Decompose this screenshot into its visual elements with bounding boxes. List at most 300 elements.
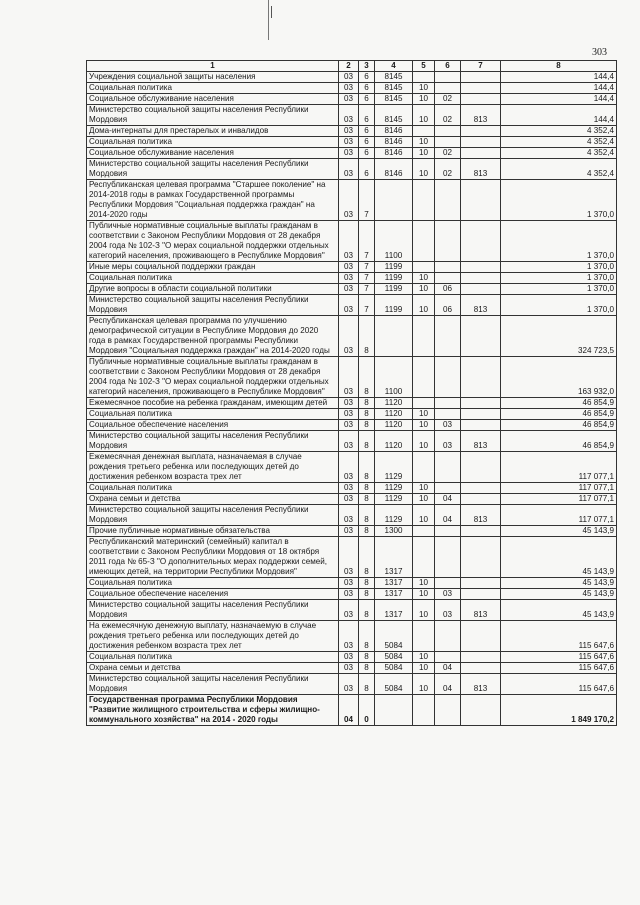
cell-code-4: 8146 [375, 126, 413, 137]
cell-amount: 115 647,6 [501, 663, 617, 674]
cell-code-4: 1199 [375, 262, 413, 273]
cell-code-4: 5084 [375, 652, 413, 663]
cell-code-3: 8 [359, 578, 375, 589]
cell-code-3: 0 [359, 695, 375, 726]
cell-code-6 [435, 695, 461, 726]
table-row [87, 221, 617, 262]
row-name: Министерство социальной защиты населения Республики Мордовия [87, 295, 339, 316]
cell-code-4: 8145 [375, 94, 413, 105]
cell-code-7 [461, 94, 501, 105]
row-name: Социальное обеспечение населения [87, 420, 339, 431]
cell-code-3: 8 [359, 652, 375, 663]
row-name: Республиканская целевая программа "Старшее поколение" на 2014-2018 годы в рамках Государственной программы Республики Мордовия "Социальная поддержка граждан" на 2014-2020 годы [87, 180, 339, 221]
cell-code-3: 6 [359, 159, 375, 180]
cell-amount: 117 077,1 [501, 494, 617, 505]
row-name: Социальное обеспечение населения [87, 589, 339, 600]
cell-amount: 144,4 [501, 72, 617, 83]
cell-amount: 4 352,4 [501, 137, 617, 148]
cell-amount: 1 370,0 [501, 221, 617, 262]
cell-code-2: 03 [339, 674, 359, 695]
cell-code-4: 1317 [375, 578, 413, 589]
cell-code-2: 03 [339, 494, 359, 505]
table-row [87, 83, 617, 94]
table-row [87, 180, 617, 221]
table-row [87, 578, 617, 589]
table-row [87, 284, 617, 295]
cell-code-3: 8 [359, 674, 375, 695]
cell-code-3: 8 [359, 589, 375, 600]
cell-amount: 1 849 170,2 [501, 695, 617, 726]
cell-code-7: 813 [461, 295, 501, 316]
cell-code-3: 6 [359, 83, 375, 94]
cell-code-3: 7 [359, 221, 375, 262]
table-row [87, 537, 617, 578]
cell-code-4: 8146 [375, 137, 413, 148]
row-name: Социальная политика [87, 83, 339, 94]
cell-code-7 [461, 180, 501, 221]
cell-code-4: 1199 [375, 284, 413, 295]
cell-amount: 144,4 [501, 83, 617, 94]
cell-code-6 [435, 452, 461, 483]
cell-code-3: 6 [359, 105, 375, 126]
row-name: Министерство социальной защиты населения Республики Мордовия [87, 105, 339, 126]
cell-code-3: 8 [359, 398, 375, 409]
cell-code-2: 03 [339, 483, 359, 494]
cell-code-7 [461, 695, 501, 726]
cell-code-5: 10 [413, 420, 435, 431]
cell-code-7 [461, 663, 501, 674]
binding-mark-detail [271, 6, 272, 18]
cell-code-7 [461, 262, 501, 273]
cell-code-6 [435, 221, 461, 262]
table-row [87, 652, 617, 663]
cell-code-4: 8145 [375, 105, 413, 126]
cell-code-7 [461, 621, 501, 652]
cell-amount: 45 143,9 [501, 526, 617, 537]
cell-code-2: 03 [339, 262, 359, 273]
cell-code-6 [435, 316, 461, 357]
cell-code-5: 10 [413, 431, 435, 452]
cell-code-4: 1317 [375, 600, 413, 621]
cell-code-6 [435, 357, 461, 398]
cell-code-2: 03 [339, 221, 359, 262]
cell-code-4: 1100 [375, 357, 413, 398]
cell-code-2: 03 [339, 652, 359, 663]
table-row [87, 589, 617, 600]
cell-code-3: 8 [359, 494, 375, 505]
cell-amount: 45 143,9 [501, 537, 617, 578]
cell-code-6: 02 [435, 94, 461, 105]
cell-code-6 [435, 137, 461, 148]
cell-code-2: 03 [339, 83, 359, 94]
cell-code-7 [461, 126, 501, 137]
table-row [87, 621, 617, 652]
cell-amount: 115 647,6 [501, 621, 617, 652]
cell-code-3: 6 [359, 94, 375, 105]
row-name: Министерство социальной защиты населения Республики Мордовия [87, 159, 339, 180]
cell-code-3: 8 [359, 452, 375, 483]
row-name: Иные меры социальной поддержки граждан [87, 262, 339, 273]
cell-code-3: 8 [359, 621, 375, 652]
column-header: 1 [87, 61, 339, 72]
cell-code-6 [435, 526, 461, 537]
cell-amount: 117 077,1 [501, 452, 617, 483]
row-name: Социальная политика [87, 483, 339, 494]
cell-code-5: 10 [413, 295, 435, 316]
row-name: Дома-интернаты для престарелых и инвалидов [87, 126, 339, 137]
cell-code-2: 03 [339, 663, 359, 674]
cell-code-4 [375, 180, 413, 221]
row-name: На ежемесячную денежную выплату, назначаемую в случае рождения третьего ребенка или последующих детей до достижения ребенком возраста трех лет [87, 621, 339, 652]
table-row [87, 431, 617, 452]
cell-code-7 [461, 420, 501, 431]
cell-amount: 1 370,0 [501, 273, 617, 284]
cell-code-3: 7 [359, 295, 375, 316]
cell-code-2: 04 [339, 695, 359, 726]
cell-code-5: 10 [413, 652, 435, 663]
cell-code-6 [435, 273, 461, 284]
cell-code-6: 04 [435, 505, 461, 526]
cell-code-2: 03 [339, 180, 359, 221]
cell-code-6 [435, 578, 461, 589]
cell-code-5 [413, 221, 435, 262]
table-row [87, 94, 617, 105]
cell-code-2: 03 [339, 420, 359, 431]
row-name: Ежемесячное пособие на ребенка гражданам, имеющим детей [87, 398, 339, 409]
cell-code-7 [461, 494, 501, 505]
cell-code-5 [413, 357, 435, 398]
cell-code-3: 6 [359, 126, 375, 137]
cell-amount: 45 143,9 [501, 600, 617, 621]
cell-amount: 4 352,4 [501, 148, 617, 159]
cell-code-7: 813 [461, 105, 501, 126]
table-row [87, 105, 617, 126]
cell-code-2: 03 [339, 431, 359, 452]
row-name: Республиканская целевая программа по улучшению демографической ситуации в Республике Мордовия до 2020 года в рамках Государственной программы Республики Мордовия "Социальная поддержка граждан" на 2014-2020 годы [87, 316, 339, 357]
cell-code-6 [435, 262, 461, 273]
cell-code-3: 8 [359, 505, 375, 526]
cell-code-2: 03 [339, 105, 359, 126]
cell-code-5: 10 [413, 273, 435, 284]
table-row [87, 674, 617, 695]
cell-amount: 4 352,4 [501, 159, 617, 180]
cell-code-6: 03 [435, 600, 461, 621]
cell-code-2: 03 [339, 72, 359, 83]
cell-code-2: 03 [339, 578, 359, 589]
cell-code-6 [435, 652, 461, 663]
cell-code-7 [461, 526, 501, 537]
row-name: Министерство социальной защиты населения Республики Мордовия [87, 600, 339, 621]
cell-code-5 [413, 398, 435, 409]
cell-code-7 [461, 357, 501, 398]
table-row [87, 695, 617, 726]
cell-code-6 [435, 409, 461, 420]
cell-code-5: 10 [413, 94, 435, 105]
cell-amount: 115 647,6 [501, 652, 617, 663]
table-row [87, 505, 617, 526]
cell-code-6: 04 [435, 674, 461, 695]
cell-code-2: 03 [339, 505, 359, 526]
cell-code-3: 8 [359, 600, 375, 621]
cell-code-7 [461, 137, 501, 148]
table-row [87, 663, 617, 674]
cell-code-4 [375, 316, 413, 357]
cell-code-4: 1317 [375, 589, 413, 600]
table-row [87, 483, 617, 494]
table-row [87, 398, 617, 409]
cell-code-6 [435, 483, 461, 494]
cell-code-5: 10 [413, 674, 435, 695]
column-header: 2 [339, 61, 359, 72]
cell-code-2: 03 [339, 409, 359, 420]
cell-code-5 [413, 262, 435, 273]
cell-code-6: 03 [435, 420, 461, 431]
row-name: Социальное обслуживание населения [87, 148, 339, 159]
cell-code-3: 8 [359, 483, 375, 494]
column-header: 3 [359, 61, 375, 72]
cell-code-5 [413, 316, 435, 357]
table-row [87, 262, 617, 273]
row-name: Прочие публичные нормативные обязательства [87, 526, 339, 537]
cell-code-2: 03 [339, 526, 359, 537]
row-name: Социальная политика [87, 652, 339, 663]
cell-code-6 [435, 621, 461, 652]
table-row [87, 295, 617, 316]
cell-code-4: 1317 [375, 537, 413, 578]
cell-code-3: 8 [359, 526, 375, 537]
cell-code-6 [435, 398, 461, 409]
cell-code-2: 03 [339, 621, 359, 652]
cell-code-3: 7 [359, 262, 375, 273]
cell-code-3: 6 [359, 137, 375, 148]
cell-code-5 [413, 621, 435, 652]
cell-code-7 [461, 72, 501, 83]
cell-code-5: 10 [413, 494, 435, 505]
cell-code-5: 10 [413, 578, 435, 589]
cell-amount: 4 352,4 [501, 126, 617, 137]
cell-code-5: 10 [413, 483, 435, 494]
cell-code-5 [413, 72, 435, 83]
budget-table [86, 60, 617, 726]
cell-code-3: 8 [359, 663, 375, 674]
table-row [87, 452, 617, 483]
cell-code-2: 03 [339, 398, 359, 409]
row-name: Публичные нормативные социальные выплаты гражданам в соответствии с Законом Республики Мордовия от 28 декабря 2004 года № 102-З "О мерах социальной поддержки отдельных категорий населения, проживающего в Республике Мордовия" [87, 221, 339, 262]
page-number: 303 [592, 47, 607, 58]
cell-amount: 1 370,0 [501, 180, 617, 221]
row-name: Публичные нормативные социальные выплаты гражданам в соответствии с Законом Республики Мордовия от 28 декабря 2004 года № 102-З "О мерах социальной поддержки отдельных категорий населения, проживающего в Республике Мордовия" [87, 357, 339, 398]
cell-code-2: 03 [339, 126, 359, 137]
row-name: Социальная политика [87, 409, 339, 420]
cell-code-5: 10 [413, 600, 435, 621]
cell-code-4: 5084 [375, 663, 413, 674]
cell-code-5: 10 [413, 284, 435, 295]
cell-code-3: 7 [359, 273, 375, 284]
cell-code-5: 10 [413, 589, 435, 600]
cell-code-5: 10 [413, 137, 435, 148]
row-name: Министерство социальной защиты населения Республики Мордовия [87, 505, 339, 526]
row-name: Охрана семьи и детства [87, 494, 339, 505]
column-header: 4 [375, 61, 413, 72]
cell-code-7 [461, 398, 501, 409]
cell-code-4: 5084 [375, 621, 413, 652]
cell-code-4: 8146 [375, 148, 413, 159]
row-name: Республиканский материнский (семейный) капитал в соответствии с Законом Республики Мордовия от 18 октября 2011 года № 65-З "О дополнительных мерах поддержки семей, имеющих детей, на территории Республики Мордовия" [87, 537, 339, 578]
cell-code-4 [375, 695, 413, 726]
cell-code-3: 8 [359, 357, 375, 398]
cell-code-6: 04 [435, 663, 461, 674]
cell-code-7 [461, 273, 501, 284]
cell-code-2: 03 [339, 284, 359, 295]
cell-amount: 46 854,9 [501, 398, 617, 409]
cell-code-6 [435, 126, 461, 137]
cell-code-7 [461, 589, 501, 600]
cell-amount: 1 370,0 [501, 295, 617, 316]
cell-code-7 [461, 284, 501, 295]
cell-code-7 [461, 148, 501, 159]
cell-code-6 [435, 180, 461, 221]
cell-code-6: 02 [435, 159, 461, 180]
table-row [87, 357, 617, 398]
row-name: Социальная политика [87, 137, 339, 148]
cell-code-6 [435, 72, 461, 83]
cell-code-5 [413, 126, 435, 137]
cell-code-6 [435, 537, 461, 578]
cell-code-3: 8 [359, 537, 375, 578]
cell-code-6: 06 [435, 284, 461, 295]
table-row [87, 316, 617, 357]
cell-code-5 [413, 452, 435, 483]
cell-code-3: 6 [359, 148, 375, 159]
table-header-row [87, 61, 617, 72]
column-header: 7 [461, 61, 501, 72]
row-name: Социальное обслуживание населения [87, 94, 339, 105]
cell-amount: 1 370,0 [501, 262, 617, 273]
cell-code-7 [461, 578, 501, 589]
cell-code-3: 8 [359, 409, 375, 420]
cell-code-5 [413, 180, 435, 221]
cell-code-2: 03 [339, 357, 359, 398]
table-row [87, 159, 617, 180]
row-name: Министерство социальной защиты населения Республики Мордовия [87, 674, 339, 695]
cell-code-5 [413, 526, 435, 537]
cell-code-4: 5084 [375, 674, 413, 695]
cell-code-5: 10 [413, 159, 435, 180]
cell-code-4: 1129 [375, 452, 413, 483]
cell-code-4: 1199 [375, 295, 413, 316]
cell-code-2: 03 [339, 589, 359, 600]
cell-code-5: 10 [413, 409, 435, 420]
cell-code-4: 8146 [375, 159, 413, 180]
cell-code-2: 03 [339, 137, 359, 148]
cell-code-4: 1120 [375, 409, 413, 420]
cell-code-7 [461, 316, 501, 357]
cell-code-5 [413, 537, 435, 578]
cell-code-5 [413, 695, 435, 726]
cell-code-3: 7 [359, 284, 375, 295]
cell-code-2: 03 [339, 159, 359, 180]
row-name: Социальная политика [87, 578, 339, 589]
cell-amount: 46 854,9 [501, 409, 617, 420]
cell-code-4: 8145 [375, 72, 413, 83]
cell-code-7 [461, 537, 501, 578]
table-row [87, 273, 617, 284]
cell-code-6: 03 [435, 589, 461, 600]
cell-amount: 45 143,9 [501, 589, 617, 600]
cell-amount: 45 143,9 [501, 578, 617, 589]
cell-code-3: 8 [359, 316, 375, 357]
cell-amount: 324 723,5 [501, 316, 617, 357]
cell-code-2: 03 [339, 600, 359, 621]
cell-code-6: 04 [435, 494, 461, 505]
table-row [87, 494, 617, 505]
cell-code-3: 6 [359, 72, 375, 83]
column-header: 6 [435, 61, 461, 72]
table-row [87, 72, 617, 83]
cell-code-3: 8 [359, 420, 375, 431]
row-name: Ежемесячная денежная выплата, назначаемая в случае рождения третьего ребенка или последующих детей до достижения ребенком возраста трех лет [87, 452, 339, 483]
cell-amount: 115 647,6 [501, 674, 617, 695]
cell-amount: 163 932,0 [501, 357, 617, 398]
row-name: Другие вопросы в области социальной политики [87, 284, 339, 295]
cell-amount: 117 077,1 [501, 483, 617, 494]
row-name: Учреждения социальной защиты населения [87, 72, 339, 83]
cell-code-4: 1120 [375, 420, 413, 431]
cell-code-6 [435, 83, 461, 94]
cell-code-2: 03 [339, 295, 359, 316]
cell-code-5: 10 [413, 83, 435, 94]
cell-code-2: 03 [339, 273, 359, 284]
cell-code-3: 7 [359, 180, 375, 221]
cell-code-7: 813 [461, 674, 501, 695]
cell-code-7 [461, 83, 501, 94]
cell-code-4: 1120 [375, 431, 413, 452]
table-row [87, 409, 617, 420]
cell-code-4: 1300 [375, 526, 413, 537]
table-row [87, 420, 617, 431]
cell-code-6: 02 [435, 105, 461, 126]
cell-amount: 117 077,1 [501, 505, 617, 526]
table-row [87, 526, 617, 537]
cell-code-2: 03 [339, 148, 359, 159]
cell-code-7: 813 [461, 505, 501, 526]
cell-amount: 46 854,9 [501, 431, 617, 452]
cell-code-6: 06 [435, 295, 461, 316]
cell-code-5: 10 [413, 663, 435, 674]
row-name: Министерство социальной защиты населения Республики Мордовия [87, 431, 339, 452]
cell-code-7: 813 [461, 159, 501, 180]
cell-amount: 46 854,9 [501, 420, 617, 431]
cell-code-5: 10 [413, 148, 435, 159]
table-row [87, 126, 617, 137]
cell-code-7 [461, 221, 501, 262]
cell-code-4: 1129 [375, 483, 413, 494]
cell-code-4: 1100 [375, 221, 413, 262]
table-row [87, 600, 617, 621]
cell-code-5: 10 [413, 105, 435, 126]
column-header: 8 [501, 61, 617, 72]
cell-code-2: 03 [339, 452, 359, 483]
cell-amount: 144,4 [501, 105, 617, 126]
cell-code-7 [461, 452, 501, 483]
row-name: Охрана семьи и детства [87, 663, 339, 674]
cell-code-7: 813 [461, 431, 501, 452]
cell-code-2: 03 [339, 316, 359, 357]
cell-code-4: 1129 [375, 494, 413, 505]
cell-code-7 [461, 652, 501, 663]
cell-code-4: 8145 [375, 83, 413, 94]
cell-amount: 1 370,0 [501, 284, 617, 295]
